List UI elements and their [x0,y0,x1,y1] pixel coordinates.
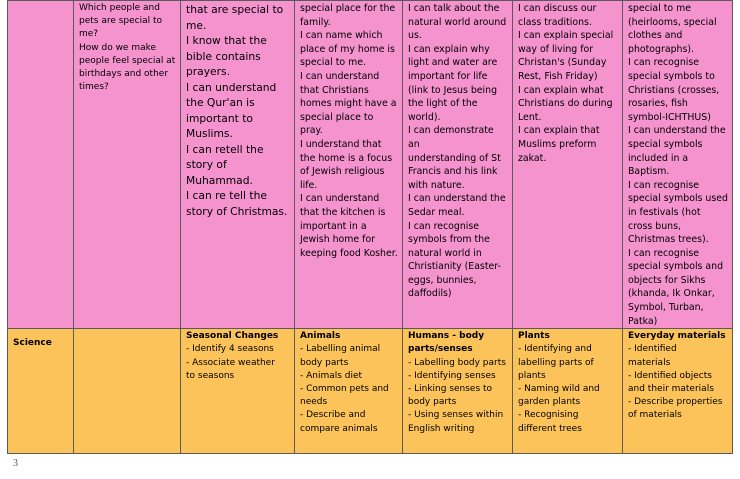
text-line: I can re tell the [186,189,267,202]
text-line: class traditions. [518,16,592,28]
text-line: Rest, Fish Friday) [518,70,598,82]
text-line: I understand that [300,138,382,150]
re-col-3 [295,1,403,329]
text-line: that Christians [300,84,369,96]
text-line: Jewish home for [300,234,376,246]
text-line: I can recognise [628,247,700,259]
text-line: - Labelling body parts [408,357,506,368]
text-line: zakat. [518,152,547,164]
text-line: body parts [300,357,349,368]
text-line: I can name which [300,30,383,42]
text-line: Lent. [518,111,542,123]
text-line: (link to Jesus being [408,84,498,96]
text-line: - Labelling animal [300,344,381,355]
text-line: natural world around [408,16,507,28]
text-line: natural world in [408,247,482,259]
text-line: symbols from the [408,234,490,246]
text-line: - Common pets and [300,384,389,395]
text-line: important to [186,111,253,125]
text-line: Which people and [79,3,160,13]
text-line: Christianity (Easter- [408,261,501,273]
text-line: Francis and his link [408,166,498,178]
text-line: I can explain that [518,125,600,137]
text-line: us. [408,30,422,42]
text-line: I can explain special [518,30,614,42]
re-row-label-cell [8,1,74,329]
curriculum-table [7,0,733,454]
text-line: family. [300,16,331,28]
text-line: Christan's (Sunday [518,57,607,69]
text-line: I can understand the [628,125,726,137]
text-line: I can recognise [408,220,480,232]
re-col-1 [74,1,181,329]
text-line: that the kitchen is [300,206,386,218]
science-heading: Humans - body parts/senses [408,331,485,355]
text-line: important in a [300,220,367,232]
text-line: I can understand [186,80,277,94]
page-number: 3 [13,458,18,469]
text-line: compare animals [300,423,378,434]
science-label-cell [8,329,74,454]
text-line: and their materials [628,384,714,395]
re-row [8,1,733,329]
science-col-6 [623,329,733,454]
text-line: special to me [628,3,691,14]
text-line: labelling parts of [518,357,594,368]
text-line: needs [300,397,328,408]
text-line: Patka) [628,315,658,327]
text-line: - Identified objects [628,370,712,381]
text-line: materials [628,357,671,368]
text-line: people feel special at [79,55,176,66]
text-line: daffodils) [408,288,452,300]
text-line: - Using senses within [408,410,504,421]
science-heading: Seasonal Changes [186,331,279,342]
text-line: I can retell the [186,142,264,156]
re-col-4 [403,1,513,329]
science-col-5 [513,329,623,454]
text-line: plants [518,370,546,381]
text-line: Sedar meal. [408,206,465,218]
text-line: (khanda, Ik Onkar, [628,288,715,300]
text-line: - Identify 4 seasons [186,344,274,355]
text-line: I can understand [300,70,380,82]
text-line: with nature. [408,179,465,191]
text-line: (heirlooms, special [628,16,717,28]
text-line: life. [300,179,318,191]
text-line: I can discuss our [518,3,597,14]
text-line: world). [408,111,441,123]
science-row [8,329,733,454]
text-line: special symbols to [628,70,715,82]
science-col-4 [403,329,513,454]
text-line: symbol-ICHTHUS) [628,111,711,123]
text-line: birthdays and other [79,69,169,80]
text-line: of Jewish religious [300,166,385,178]
science-col-1 [74,329,181,454]
text-line: Symbol, Turban, [628,302,704,314]
re-col-6 [623,1,733,329]
text-line: - Naming wild and [518,384,600,395]
text-line: eggs, bunnies, [408,274,477,286]
text-line: me? [79,29,99,40]
text-line: - Identifying and [518,344,592,355]
text-line: rosaries, fish [628,98,688,110]
text-line: body parts [408,397,457,408]
science-heading: Everyday materials [628,331,726,342]
text-line: I can demonstrate an [408,125,497,150]
text-line: Christians do during [518,98,613,110]
text-line: How do we make [79,42,157,53]
text-line: I know that the [186,34,267,47]
science-col-2 [181,329,295,454]
text-line: pets are special to [79,16,163,27]
science-heading: Plants [518,331,550,342]
text-line: place of my home is [300,43,395,55]
text-line: important for life [408,70,488,82]
science-label: Science [13,338,52,349]
text-line: clothes and [628,30,683,42]
text-line: I can talk about the [408,3,500,14]
re-col-2 [181,1,295,329]
text-line: story of Christmas. [186,204,288,218]
text-line: I can explain why [408,43,490,55]
text-line: - Describe properties [628,397,723,408]
text-line: I can understand the [408,193,506,205]
text-line: me. [186,18,207,32]
text-line: prayers. [186,65,230,78]
text-line: photographs). [628,43,695,55]
text-line: Christmas trees). [628,234,709,246]
text-line: objects for Sikhs [628,274,706,286]
text-line: - Recognising [518,410,579,421]
text-line: the home is a focus [300,152,393,164]
text-line: special symbols and [628,261,724,273]
science-col-3 [295,329,403,454]
text-line: keeping food Kosher. [300,247,398,259]
text-line: - Identified [628,344,677,355]
text-line: Muslims preform [518,138,597,150]
text-line: special place for the [300,3,396,14]
text-line: I can understand [300,193,380,205]
text-line: - Identifying senses [408,370,496,381]
text-line: in festivals (hot [628,206,701,218]
text-line: - Associate weather [186,357,275,368]
text-line: special symbols used [628,193,728,205]
text-line: the light of the [408,98,478,110]
science-heading: Animals [300,331,341,342]
text-line: - Animals diet [300,370,363,381]
text-line: different trees [518,423,582,434]
text-line: English writing [408,423,475,434]
text-line: story of Muhammad. [186,158,253,187]
text-line: - Linking senses to [408,384,493,395]
text-line: I can explain what [518,84,604,96]
text-line: I can recognise [628,179,700,191]
re-col-5 [513,1,623,329]
text-line: understanding of St [408,152,501,164]
text-line: included in a Baptism. [628,152,692,178]
text-line: special symbols [628,138,703,150]
text-line: to seasons [186,370,235,381]
text-line: special place to pray. [300,111,377,137]
text-line: special to me. [300,57,366,69]
text-line: that are special to [186,3,284,16]
text-line: light and water are [408,57,498,69]
text-line: times? [79,82,109,93]
text-line: of materials [628,410,682,421]
text-line: cross buns, [628,220,681,232]
text-line: bible contains [186,49,261,63]
text-line: way of living for [518,43,594,55]
text-line: Muslims. [186,127,233,140]
text-line: I can recognise [628,57,700,69]
text-line: Christians (crosses, [628,84,720,96]
text-line: homes might have a [300,98,397,110]
text-line: the Qur'an is [186,96,255,109]
text-line: - Describe and [300,410,366,421]
text-line: garden plants [518,397,581,408]
